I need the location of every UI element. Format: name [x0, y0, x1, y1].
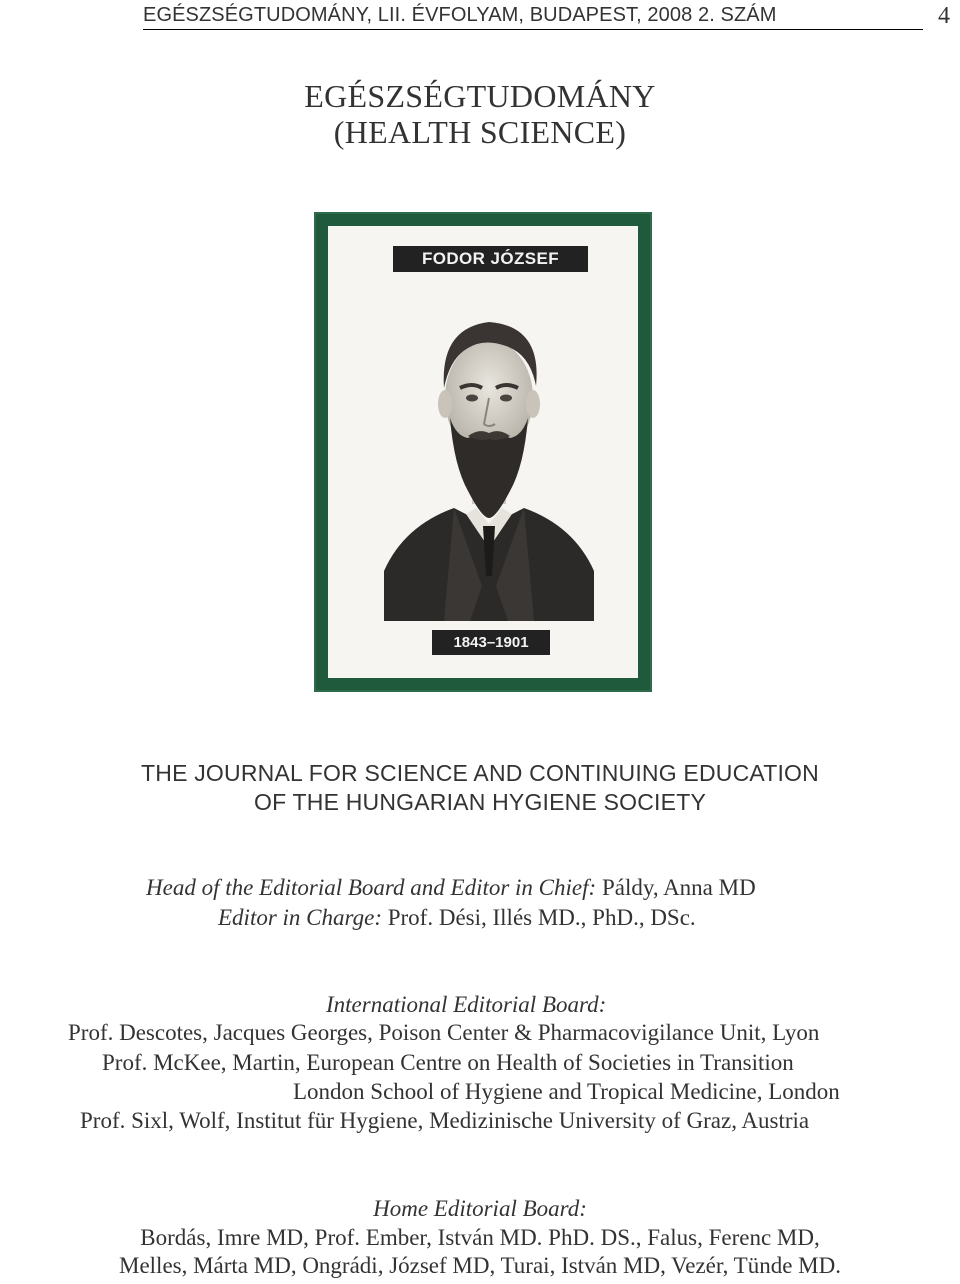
portrait-photo [384, 286, 594, 621]
editor-in-charge-label: Editor in Charge: [218, 905, 382, 930]
international-board-line: Prof. McKee, Martin, European Centre on Health of Societies in Transition [102, 1050, 794, 1075]
journal-subtitle-line-2: OF THE HUNGARIAN HYGIENE SOCIETY [254, 789, 706, 815]
international-board-line: London School of Hygiene and Tropical Medicine, London [293, 1079, 840, 1104]
running-head: EGÉSZSÉGTUDOMÁNY, LII. ÉVFOLYAM, BUDAPEST, 2008 2. SZÁM [143, 4, 923, 30]
portrait-date-plate: 1843–1901 [432, 630, 550, 655]
editor-in-chief-label: Head of the Editorial Board and Editor in Chief: [146, 875, 597, 900]
editor-in-chief [146, 875, 756, 901]
portrait-card [328, 226, 638, 678]
international-board-heading: International Editorial Board: [326, 992, 607, 1017]
home-board-heading: Home Editorial Board: [373, 1196, 587, 1221]
journal-title-english: (HEALTH SCIENCE) [333, 114, 627, 150]
editor-in-charge-name: Prof. Dési, Illés MD., PhD., DSc. [387, 905, 696, 930]
international-board-line: Prof. Sixl, Wolf, Institut für Hygiene, Medizinische University of Graz, Austria [80, 1108, 810, 1133]
home-board-line: Bordás, Imre MD, Prof. Ember, István MD. PhD. DS., Falus, Ferenc MD, [140, 1225, 820, 1250]
portrait-name-plate: FODOR JÓZSEF [393, 246, 588, 272]
international-board-line: Prof. Descotes, Jacques Georges, Poison Center & Pharmacovigilance Unit, Lyon [68, 1020, 820, 1045]
page-number: 4 [938, 3, 950, 29]
journal-title: EGÉSZSÉGTUDOMÁNY [304, 78, 656, 114]
editor-in-charge [218, 905, 696, 931]
editor-in-chief-name: Páldy, Anna MD [601, 875, 756, 900]
portrait-frame [314, 212, 652, 692]
journal-subtitle-line-1: THE JOURNAL FOR SCIENCE AND CONTINUING EDUCATION [141, 760, 819, 786]
home-board-line: Melles, Márta MD, Ongrádi, József MD, Turai, István MD, Vezér, Tünde MD. [119, 1253, 841, 1278]
